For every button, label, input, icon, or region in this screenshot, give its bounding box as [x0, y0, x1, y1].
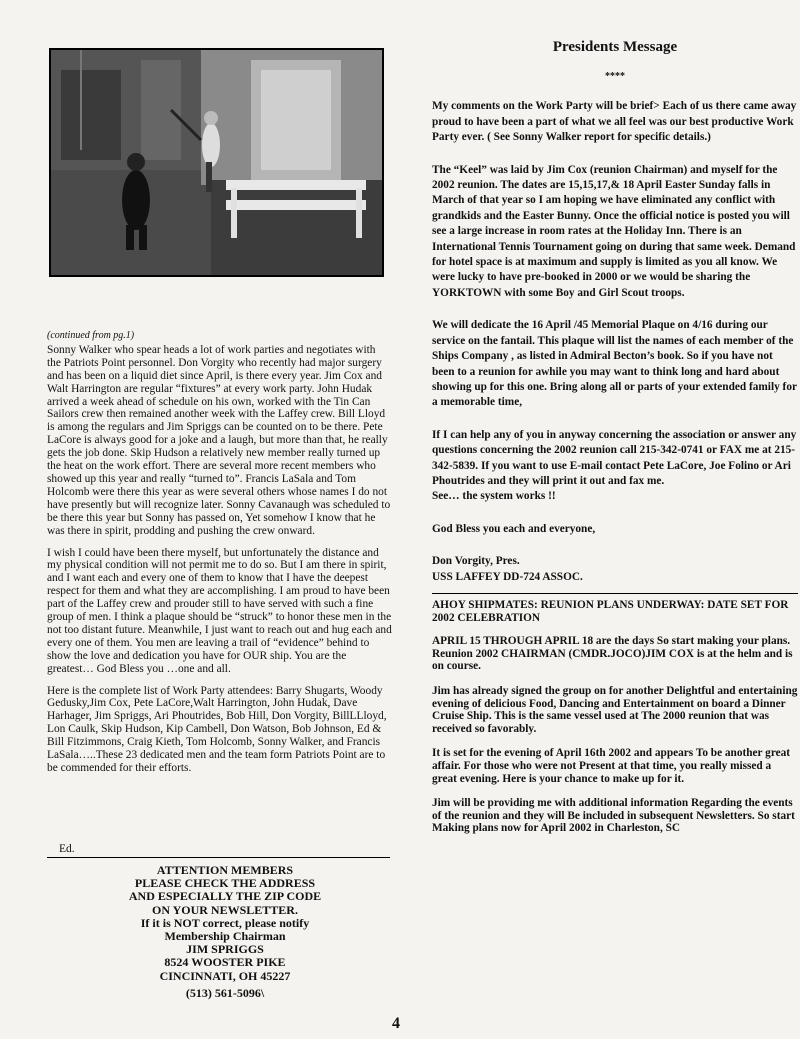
continued-note: (continued from pg.1) [47, 330, 135, 341]
ahoy-paragraph-4: Jim will be providing me with additional information Regarding the events of the reunion and they will Be included in subsequent Newsletters. So start Making plans now for April 2002 in Charleston, SC [432, 797, 795, 835]
message-paragraph-4b: See… the system works !! [432, 490, 556, 503]
attention-line: Membership Chairman [164, 929, 286, 944]
attention-notice [90, 864, 360, 1000]
presidents-message-title: Presidents Message [552, 39, 678, 55]
message-paragraph-1: My comments on the Work Party will be brief> Each of us there came away proud to have been a part of what we all feel was our best productive Work Party ever. ( See Sonny Walker report for specific details.) [432, 100, 797, 144]
signature-org: USS LAFFEY DD-724 ASSOC. [432, 570, 583, 583]
blessing-line: God Bless you each and everyone, [432, 522, 596, 535]
message-paragraph-4: If I can help any of you in anyway concerning the association or answer any questions concerning the 2002 reunion call 215-342-0741 or FAX me at 215-342-5839. If you want to use E-mail contact Pete LaCore, Joe Folino or Ari Phoutrides and they will print it out and fax me. [432, 428, 797, 487]
editor-signoff: Ed. [59, 843, 75, 855]
work-party-photo [49, 48, 384, 277]
ahoy-paragraph-1: APRIL 15 THROUGH APRIL 18 are the days So start making your plans. Reunion 2002 CHAIRMAN (CMDR.JOCO)JIM COX is at the helm and is on course. [432, 635, 793, 673]
ahoy-headline: AHOY SHIPMATES: REUNION PLANS UNDERWAY: DATE SET FOR 2002 CELEBRATION [432, 598, 789, 624]
title-stars: **** [605, 71, 625, 83]
right-column [432, 40, 798, 847]
attention-line: PLEASE CHECK THE ADDRESS [134, 876, 316, 891]
left-column [47, 330, 392, 784]
attention-line: ON YOUR NEWSLETTER. [152, 902, 298, 917]
ahoy-paragraph-2: Jim has already signed the group on for another Delightful and entertaining evening of delicious Food, Dancing and Entertainment on board a Dinner Cruise Ship. This is the same vessel used at The 2000 reunion that was received so favorably. [432, 684, 798, 735]
attention-line: CINCINNATI, OH 45227 [159, 968, 291, 983]
attention-line: ATTENTION MEMBERS [156, 863, 294, 877]
attention-phone: (513) 561-5096\ [185, 985, 265, 1000]
divider [432, 593, 798, 594]
attendee-list-paragraph: Here is the complete list of Work Party attendees: Barry Shugarts, Woody Gedusky,Jim Cox, Pete LaCore,Walt Harrington, John Hudak, Dave Harhager, Jim Spriggs, Ari Phoutrides, Bob Hill, Don Vorgity, BillLLloyd, Lon Caulk, Skip Hudson, Kip Cambell, Don Watson, Bob Johnson, Ed & Bill Fitzimmons, Craig Kieth, Tom Holcomb, Sonny Walker, and Francis LaSala…..These 23 dedicated men and the team form Patriots Point are to be commended for their efforts. [47, 684, 387, 774]
work-party-paragraph-1: Sonny Walker who spear heads a lot of work parties and negotiates with the Patriots Point personnel. Don Vorgity who recently had major surgery and has been on a liquid diet since April, is there every year. Jim Cox and Walt Harrington are regular “fixtures” at every work party. John Hudak arrived a week ahead of schedule on his own, worked with the Tin Can Sailors crew then remained another week with the Laffey crew. Bill Lloyd is among the regulars and Jim Spriggs can be counted on to be there. Pete LaCore is always good for a joke and a laugh, but more than that, he really gets the job done. Skip Hudson a relatively new member really turned up the heat on the work effort. There are several more recent members who showed up this year and really “turned to”. Francis LaSala and Tom Holcomb were there this year as were several others whose names I do not have presently but will recognize later. Sonny Cavanaugh was scheduled to be there this year but Sonny has passed on, Yet somehow I know that he was there in spirit, prodding and pushing the crew onward. [47, 343, 391, 537]
ahoy-paragraph-3: It is set for the evening of April 16th 2002 and appears To be another great affair. For those who were not Present at that time, you really missed a great evening. Here is your chance to make up for it. [432, 747, 791, 785]
attention-line: AND ESPECIALLY THE ZIP CODE [128, 889, 322, 904]
attention-line: If it is NOT correct, please notify [140, 915, 310, 930]
message-paragraph-3: We will dedicate the 16 April /45 Memorial Plaque on 4/16 during our service on the fantail. This plaque will list the names of each member of the Ships Company , as listed in Admiral Becton’s book. So if you have not been to a reunion for awhile you may want to think long and hard about showing up for this one. Bring along all or parts of your extended family for a memorable time, [432, 319, 797, 409]
attention-line: 8524 WOOSTER PIKE [164, 955, 286, 970]
ahoy-section [432, 599, 798, 835]
divider [47, 857, 390, 858]
attention-line: JIM SPRIGGS [186, 942, 264, 957]
page-number: 4 [392, 1015, 400, 1032]
work-party-paragraph-2: I wish I could have been there myself, but unfortunately the distance and my physical condition will not permit me to do so. But I am there in spirit, and I want each and every one of them to know that I have the deepest respect for them and what they are accomplishing. I am proud to have been part of the Laffey crew and prouder still to have served with such a fine group of men. I think a plaque should be “struck” to honor these men in the not too distant future. Meanwhile, I just want to reach out and hug each and every one of them. You men are leaving a trail of “evidence” behind to show the love and dedication you have for OUR ship. You are the greatest… God Bless you …one and all. [47, 546, 392, 675]
photo-illustration [51, 50, 382, 275]
message-paragraph-2: The “Keel” was laid by Jim Cox (reunion Chairman) and myself for the 2002 reunion. The dates are 15,15,17,& 18 April Easter Sunday falls in March of that year so I am hoping we have eliminated any conflict with grandkids and the Easter Bunny. Once the official notice is posted you will see a large increase in room rates at the Holiday Inn. There is an International Tennis Tournament going on during that same week. Demand for hotel space is at maximum and supply is limited as you all know. We were lucky to have pre-booked in 2000 or we would be sharing the YORKTOWN with some Boy and Girl Scout troops. [432, 163, 796, 299]
signature-name: Don Vorgity, Pres. [432, 555, 520, 568]
